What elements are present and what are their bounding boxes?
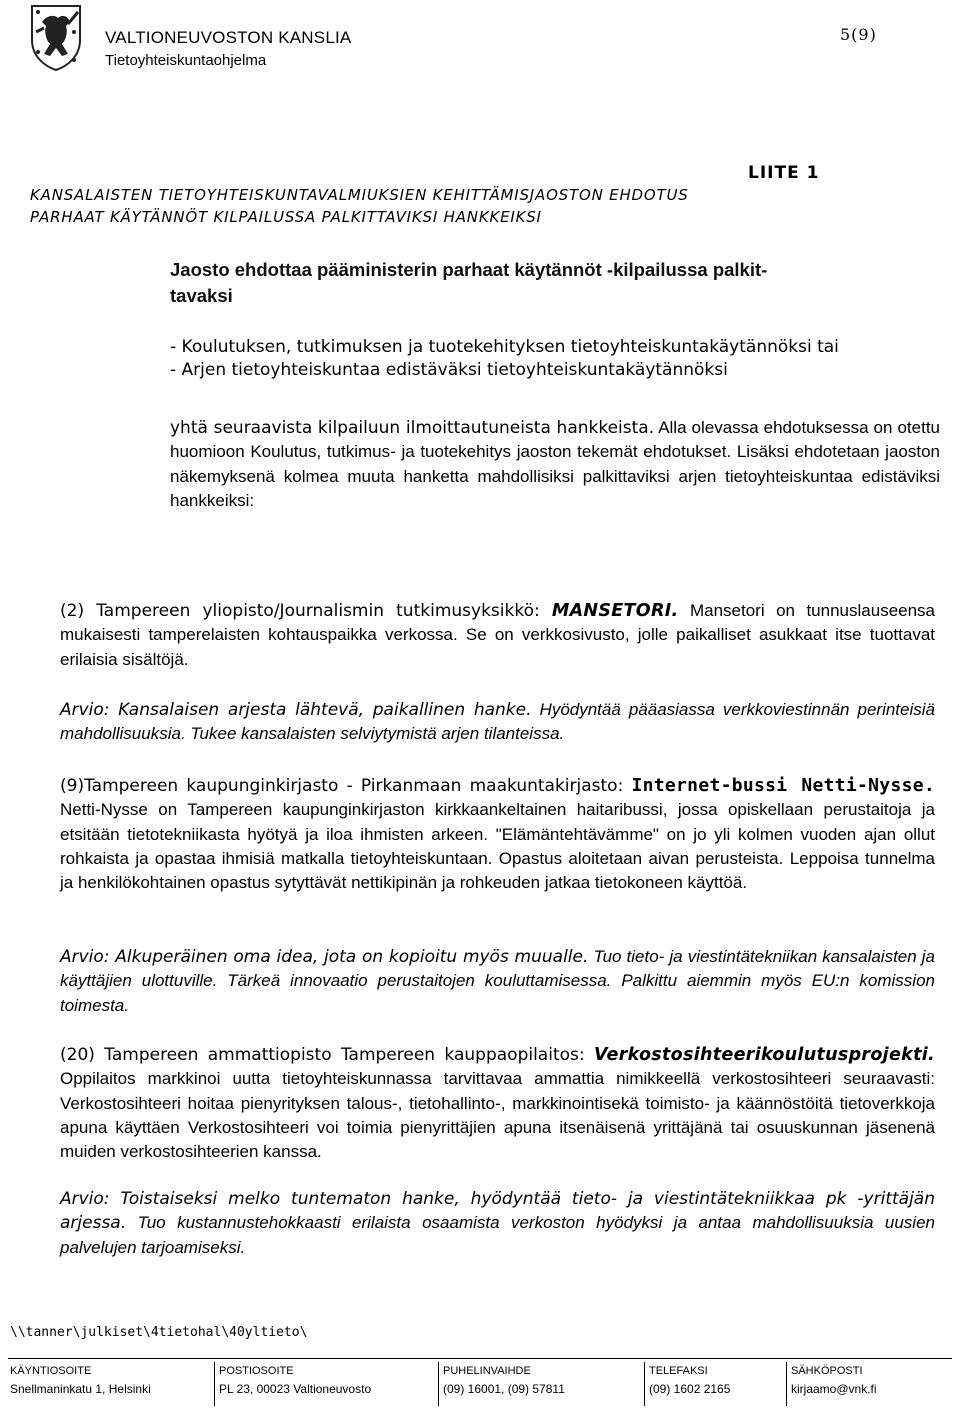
evaluation-text: Tukee kansalaisten selviytymistä arjen tilanteissa.	[185, 724, 565, 744]
entry-applicant: (9)Tampereen kaupunginkirjasto - Pirkanmaan maakuntakirjasto:	[60, 776, 632, 796]
evaluation-text: Arvio: Alkuperäinen oma idea, jota on kopioitu myös muualle.	[60, 947, 589, 967]
evaluation-text: Arvio: Toistaiseksi melko tuntematon hanke, hyödyntää tieto- ja viestintätekniikkaa pk -yrittäjän arjessa.	[60, 1189, 935, 1234]
project-entry	[60, 774, 935, 895]
footer-postal-address	[214, 1362, 436, 1406]
footer-value: (09) 1602 2165	[649, 1382, 731, 1396]
entry-description: Mansetori on tunnuslauseensa mukaisesti tamperelaisten kohtauspaikka verkossa.	[60, 601, 936, 645]
footer-divider	[8, 1358, 952, 1359]
footer-label: KÄYNTIOSOITE	[10, 1365, 92, 1377]
evaluation-text: Tärkeä innovaatio perustaitojen kouluttamisessa. Palkittu aiemmin myös EU:n komission toimesta.	[60, 971, 935, 1015]
appendix-label: LIITE 1	[748, 163, 820, 183]
entry-description: Leppoisa tunnelma ja henkilökohtainen opastus sytyttävät nettikipinän ja rohkeuden jatkaa tietokoneen käyttöä.	[60, 848, 935, 893]
coat-of-arms-icon	[28, 2, 84, 72]
entry-evaluation	[60, 1188, 935, 1260]
page-number: 5(9)	[840, 25, 877, 44]
category-list	[170, 336, 940, 383]
evaluation-text: Hyödyntää pääasiassa verkkoviestinnän perinteisiä mahdollisuuksia.	[60, 700, 935, 744]
footer-label: PUHELINVAIHDE	[443, 1365, 531, 1377]
footer-label: SÄHKÖPOSTI	[791, 1365, 863, 1377]
intro-sentence: yhtä seuraavista kilpailuun ilmoittautuneista hankkeista.	[170, 418, 655, 438]
project-entry	[60, 1043, 935, 1164]
footer-value: (09) 16001, (09) 57811	[443, 1382, 565, 1396]
entry-evaluation	[60, 698, 935, 747]
footer-value: kirjaamo@vnk.fi	[791, 1382, 877, 1396]
footer-label: POSTIOSOITE	[219, 1365, 294, 1377]
footer-label: TELEFAKSI	[649, 1365, 708, 1377]
document-title-line-1: KANSALAISTEN TIETOYHTEISKUNTAVALMIUKSIEN KEHITTÄMISJAOSTON EHDOTUS	[30, 186, 689, 204]
intro-paragraph	[170, 416, 940, 513]
footer-visit-address	[6, 1362, 211, 1406]
department-name: Tietoyhteiskuntaohjelma	[105, 52, 267, 69]
category-item: - Koulutuksen, tutkimuksen ja tuotekehityksen tietoyhteiskuntakäytännöksi tai	[170, 337, 839, 357]
heading-line-1: Jaosto ehdottaa pääministerin parhaat käytännöt -kilpailussa palkit-	[170, 259, 768, 280]
project-entry	[60, 599, 935, 672]
entry-project-name: MANSETORI.	[551, 601, 679, 621]
intro-sentence: Lisäksi ehdotetaan jaoston näkemyksenä kolmea muuta hanketta mahdollisiksi palkittaviksi arjen tietoyhteiskuntaa edistäviksi hankkeiksi:	[170, 442, 940, 510]
entry-evaluation	[60, 945, 935, 1018]
heading-line-2: tavaksi	[170, 285, 233, 306]
document-title-line-2: PARHAAT KÄYTÄNNÖT KILPAILUSSA PALKITTAVIKSI HANKKEIKSI	[30, 208, 542, 226]
entry-project-name: Internet-bussi Netti-Nysse.	[631, 775, 935, 796]
footer-email	[786, 1362, 954, 1406]
category-item: - Arjen tietoyhteiskuntaa edistäväksi tietoyhteiskuntakäytännöksi	[170, 360, 728, 381]
entry-description: Netti-Nysse on Tampereen kaupunginkirjaston kirkkaankeltainen haitaribussi, jossa opiskellaan perustaitoja ja etsitään tietotekniikasta hyötyä ja iloa ihmisten arkeen. "Elämäntehtävämme" on jo yli kolmen vuoden ajan ollut rohkaista ja opastaa ihmisiä matkalla tietoyhteiskuntaan.	[60, 800, 935, 868]
footer-fax	[644, 1362, 784, 1406]
entry-description: Se on verkkosivusto, jolle paikalliset asukkaat itse tuottavat erilaisia sisältöjä.	[60, 625, 935, 669]
evaluation-text: Arvio: Kansalaisen arjesta lähtevä, paikallinen hanke.	[60, 700, 532, 720]
proposal-heading	[170, 257, 930, 309]
entry-applicant: (20) Tampereen ammattiopisto Tampereen kauppaopilaitos:	[60, 1045, 594, 1065]
file-path: \\tanner\julkiset\4tietohal\40yltieto\	[10, 1325, 308, 1340]
evaluation-text: Tuo kustannustehokkaasti erilaista osaamista verkoston hyödyksi ja antaa mahdollisuuksia uusien palvelujen tarjoamiseksi.	[60, 1213, 935, 1257]
footer-value: PL 23, 00023 Valtioneuvosto	[219, 1382, 372, 1396]
footer-switchboard	[438, 1362, 642, 1406]
entry-applicant: (2) Tampereen yliopisto/Journalismin tutkimusyksikkö:	[60, 601, 552, 621]
evaluation-text: Tuo tieto- ja viestintätekniikan kansalaisten ja käyttäjien ulottuville.	[60, 947, 936, 991]
intro-sentence: Alla olevassa ehdotuksessa on otettu huomioon Koulutus, tutkimus- ja tuotekehitys jaoston tekemät ehdotukset.	[170, 418, 940, 462]
footer-value: Snellmaninkatu 1, Helsinki	[10, 1382, 151, 1396]
entry-project-name: Verkostosihteerikoulutusprojekti.	[593, 1045, 935, 1065]
entry-description: Oppilaitos markkinoi uutta tietoyhteiskunnassa tarvittavaa ammattia nimikkeellä verkostosihteeri seuraavasti: Verkostosihteeri hoitaa pienyrityksen talous-, tietohallinto-, markkinointisekä toimisto- ja käännöstöitä tietoverkkoja apuna käyttäen Verkostosihteeri voi toimia pienyrittäjien apuna itsenäisenä yrittäjänä tai osuuskunnan jäsenenä muiden verkostosihteerien kanssa.	[60, 1069, 935, 1162]
organization-name: VALTIONEUVOSTON KANSLIA	[105, 28, 352, 47]
entry-description: Opastus aloitetaan aivan perusteista.	[492, 848, 784, 868]
